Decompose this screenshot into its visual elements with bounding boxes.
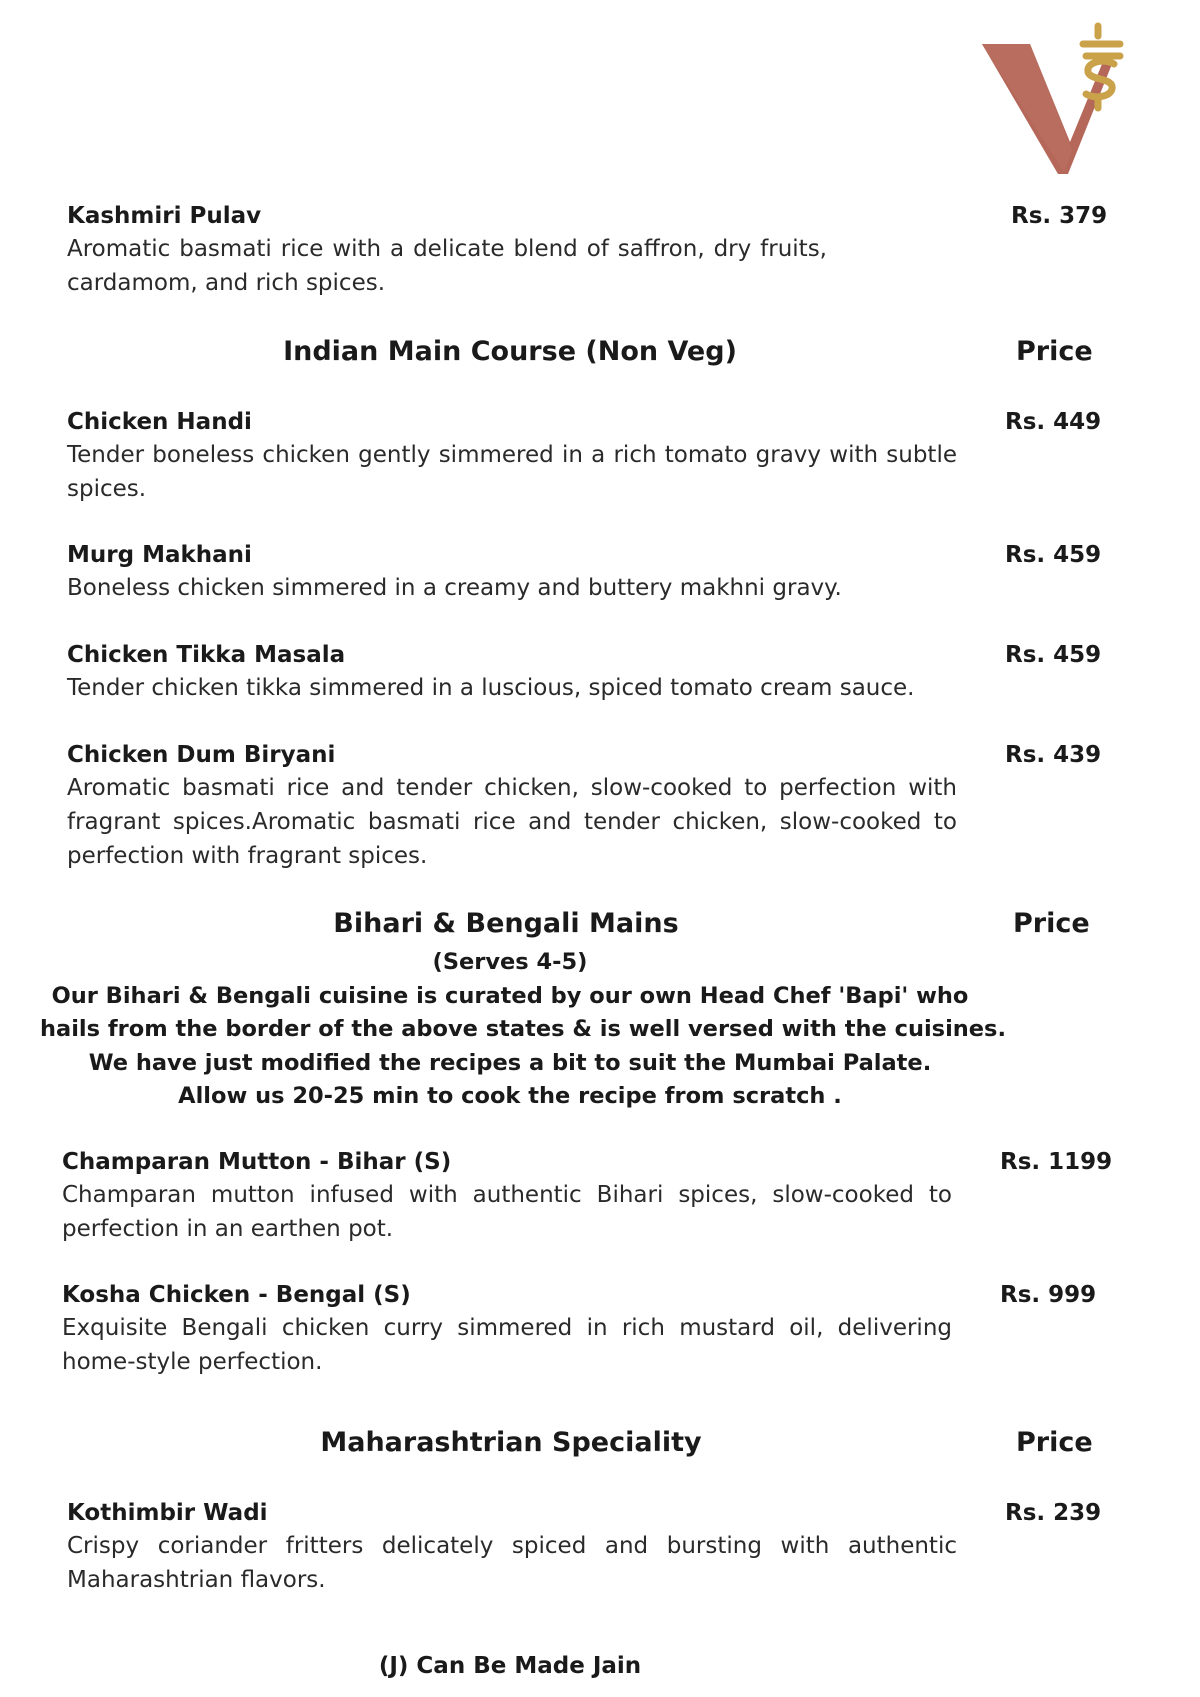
menu-item bbox=[62, 1279, 952, 1379]
menu-item bbox=[67, 539, 957, 605]
section-title: Indian Main Course (Non Veg) bbox=[283, 336, 737, 367]
serves-text: (Serves 4-5) bbox=[432, 949, 588, 975]
item-description: Boneless chicken simmered in a creamy and buttery makhni gravy. bbox=[67, 575, 842, 601]
note-line: Our Bihari & Bengali cuisine is curated by our own Head Chef 'Bapi' who bbox=[51, 982, 969, 1009]
note-line: hails from the border of the above states & is well versed with the cuisines. bbox=[40, 1016, 1006, 1042]
item-description: Exquisite Bengali chicken curry simmered in rich mustard oil, delivering home-style perfection. bbox=[62, 1315, 952, 1375]
item-name: Murg Makhani bbox=[67, 542, 252, 568]
item-description: Crispy coriander fritters delicately spiced and bursting with authentic Maharashtrian flavors. bbox=[67, 1533, 957, 1593]
menu-item bbox=[67, 639, 957, 705]
vs-monogram-logo-icon bbox=[980, 22, 1130, 182]
note-line: Allow us 20-25 min to cook the recipe from scratch . bbox=[178, 1083, 842, 1109]
item-name: Kashmiri Pulav bbox=[67, 203, 262, 229]
item-name: Kosha Chicken - Bengal (S) bbox=[62, 1282, 411, 1308]
item-price: Rs. 1199 bbox=[1000, 1149, 1113, 1175]
item-name: Champaran Mutton - Bihar (S) bbox=[62, 1149, 452, 1175]
item-name: Chicken Dum Biryani bbox=[67, 742, 336, 768]
menu-item bbox=[67, 200, 957, 300]
section-title: Maharashtrian Speciality bbox=[320, 1427, 702, 1458]
menu-item bbox=[62, 1146, 952, 1246]
price-column-header: Price bbox=[1013, 908, 1090, 939]
item-name: Kothimbir Wadi bbox=[67, 1500, 268, 1526]
note-line: We have just modified the recipes a bit to suit the Mumbai Palate. bbox=[88, 1049, 932, 1076]
item-price: Rs. 459 bbox=[1005, 542, 1102, 568]
item-price: Rs. 439 bbox=[1005, 742, 1102, 768]
menu-item bbox=[67, 406, 957, 506]
item-price: Rs. 459 bbox=[1005, 642, 1102, 668]
price-column-header: Price bbox=[1016, 336, 1093, 367]
section-title: Bihari & Bengali Mains bbox=[333, 908, 679, 939]
menu-item bbox=[67, 1497, 957, 1597]
item-description: Aromatic basmati rice with a delicate blend of saffron, dry fruits, cardamom, and rich spices. bbox=[67, 236, 827, 296]
item-description: Tender boneless chicken gently simmered in a rich tomato gravy with subtle spices. bbox=[67, 442, 957, 502]
menu-item bbox=[67, 739, 957, 873]
item-price: Rs. 999 bbox=[1000, 1282, 1097, 1308]
item-price: Rs. 379 bbox=[1011, 203, 1108, 229]
item-price: Rs. 239 bbox=[1005, 1500, 1102, 1526]
item-price: Rs. 449 bbox=[1005, 409, 1102, 435]
item-description: Tender chicken tikka simmered in a luscious, spiced tomato cream sauce. bbox=[67, 675, 915, 701]
jain-note-footer: (J) Can Be Made Jain bbox=[378, 1653, 642, 1679]
item-name: Chicken Handi bbox=[67, 409, 252, 435]
item-name: Chicken Tikka Masala bbox=[67, 642, 346, 668]
price-column-header: Price bbox=[1016, 1427, 1093, 1458]
section-note bbox=[40, 946, 1006, 1114]
item-description: Champaran mutton infused with authentic Bihari spices, slow-cooked to perfection in an earthen pot. bbox=[62, 1182, 952, 1242]
item-description: Aromatic basmati rice and tender chicken, slow-cooked to perfection with fragrant spices.Aromatic basmati rice and tender chicken, slow-cooked to perfection with fragrant spices. bbox=[67, 775, 957, 869]
